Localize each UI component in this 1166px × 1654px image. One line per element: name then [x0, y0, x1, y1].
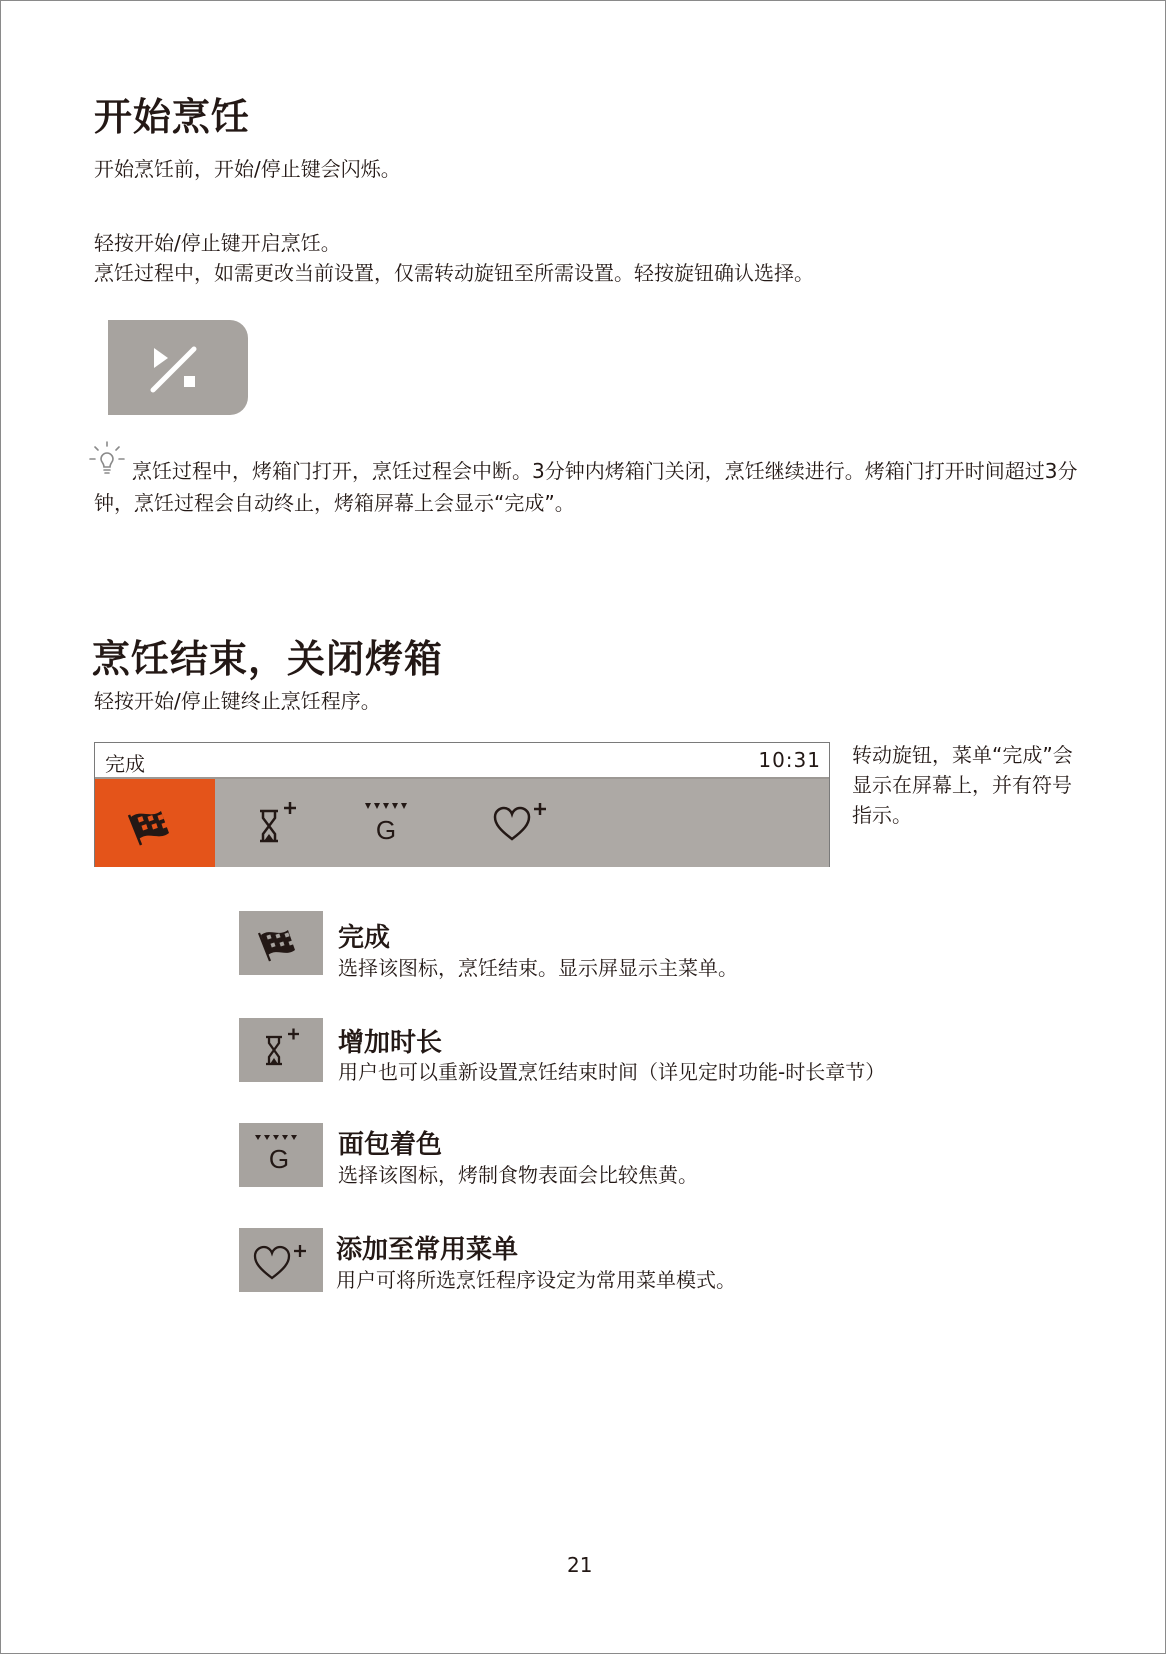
display-status-bar — [95, 743, 829, 777]
start-stop-icon — [108, 320, 248, 415]
svg-text:G: G — [375, 815, 397, 845]
side-note-turn-knob: 转动旋钮，菜单“完成”会显示在屏幕上，并有符号指示。 — [852, 743, 1073, 827]
heart-plus-icon — [455, 779, 575, 867]
tip-door-open: 烹饪过程中，烤箱门打开，烹饪过程会中断。3分钟内烤箱门关闭，烹饪继续进行。烤箱门打开时间超过3分钟，烹饪过程会自动终止，烤箱屏幕上会显示“完成”。 — [94, 459, 1078, 515]
oven-display — [94, 742, 830, 867]
browning-g-icon — [335, 779, 455, 867]
display-clock: 10:31 — [758, 748, 821, 772]
hourglass-plus-icon — [239, 1018, 323, 1082]
legend-icon-done — [239, 911, 323, 975]
checkered-flag-icon — [95, 779, 215, 867]
legend-icon-add-time — [239, 1018, 323, 1082]
display-option-done[interactable] — [95, 779, 215, 867]
legend-icon-favourite — [239, 1228, 323, 1292]
checkered-flag-icon — [239, 911, 323, 975]
section-title-end-cooking: 烹饪结束，关闭烤箱 — [92, 637, 444, 681]
display-menu-bar — [95, 777, 829, 867]
legend-title-done: 完成 — [338, 923, 391, 953]
legend-desc-add-time: 用户也可以重新设置烹饪结束时间（详见定时功能-时长章节） — [338, 1060, 886, 1084]
display-option-favourite[interactable] — [455, 779, 575, 867]
browning-g-icon — [239, 1123, 323, 1187]
legend-title-add-time: 增加时长 — [338, 1028, 443, 1058]
section-title-start-cooking: 开始烹饪 — [94, 95, 251, 139]
legend-icon-browning — [239, 1123, 323, 1187]
page-number: 21 — [567, 1553, 593, 1577]
paragraph-flashing-key: 开始烹饪前，开始/停止键会闪烁。 — [94, 157, 401, 181]
legend-desc-done: 选择该图标，烹饪结束。显示屏显示主菜单。 — [338, 956, 738, 980]
paragraph-change-settings: 烹饪过程中，如需更改当前设置，仅需转动旋钮至所需设置。轻按旋钮确认选择。 — [94, 261, 814, 285]
svg-text:G: G — [268, 1144, 290, 1174]
paragraph-press-start: 轻按开始/停止键开启烹饪。 — [94, 231, 341, 255]
start-stop-key[interactable] — [108, 320, 248, 415]
legend-title-favourite: 添加至常用菜单 — [336, 1235, 519, 1265]
legend-desc-browning: 选择该图标，烤制食物表面会比较焦黄。 — [338, 1163, 698, 1187]
heart-plus-icon — [239, 1228, 323, 1292]
display-option-add-time[interactable] — [215, 779, 335, 867]
hourglass-plus-icon — [215, 779, 335, 867]
legend-title-browning: 面包着色 — [338, 1130, 443, 1160]
paragraph-press-stop: 轻按开始/停止键终止烹饪程序。 — [94, 689, 381, 713]
display-option-browning[interactable] — [335, 779, 455, 867]
legend-desc-favourite: 用户可将所选烹饪程序设定为常用菜单模式。 — [336, 1268, 736, 1292]
display-status-text: 完成 — [105, 752, 145, 776]
